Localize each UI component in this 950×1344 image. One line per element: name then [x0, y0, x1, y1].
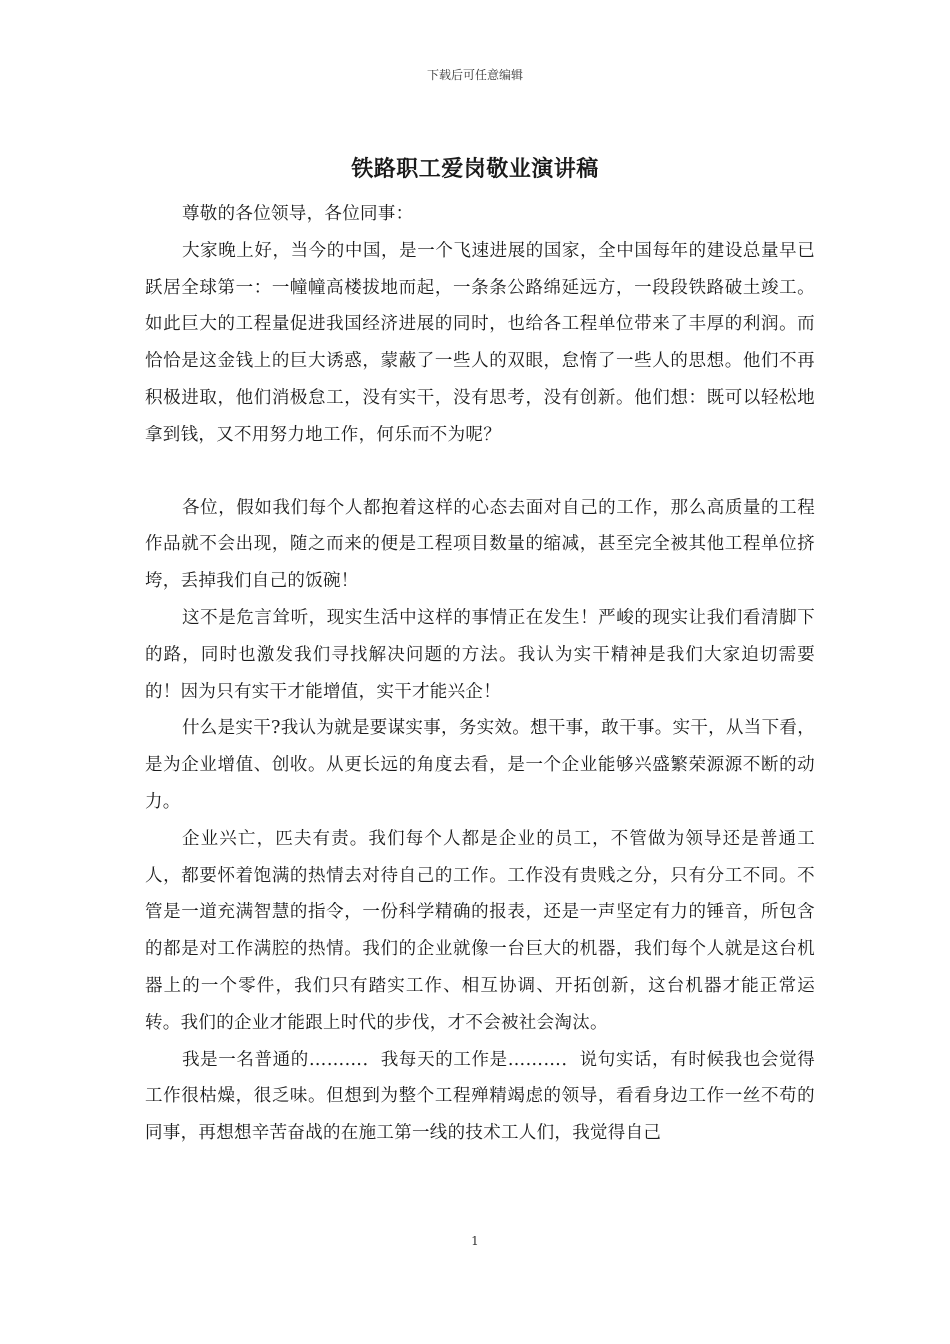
page-number: 1 — [471, 1234, 479, 1248]
paragraph-2: 各位，假如我们每个人都抱着这样的心态去面对自己的工作，那么高质量的工程作品就不会出现，随之而来的便是工程项目数量的缩减，甚至完全被其他工程单位挤垮，丢掉我们自己的饭碗！ — [145, 497, 815, 592]
document-body — [145, 196, 815, 1152]
document-title: 铁路职工爱岗敬业演讲稿 — [351, 156, 599, 182]
paragraph-1: 大家晚上好，当今的中国，是一个飞速进展的国家，全中国每年的建设总量早已跃居全球第一：一幢幢高楼拔地而起，一条条公路绵延远方，一段段铁路破土竣工。如此巨大的工程量促进我国经济进展的同时，也给各工程单位带来了丰厚的利润。而恰恰是这金钱上的巨大诱惑，蒙蔽了一些人的双眼，怠惰了一些人的思想。他们不再积极进取，他们消极怠工，没有实干，没有思考，没有创新。他们想：既可以轻松地拿到钱，又不用努力地工作，何乐而不为呢？ — [145, 240, 815, 445]
paragraph-salutation: 尊敬的各位领导，各位同事： — [182, 204, 414, 224]
paragraph-5: 企业兴亡，匹夫有责。我们每个人都是企业的员工，不管做为领导还是普通工人，都要怀着饱满的热情去对待自己的工作。工作没有贵贱之分，只有分工不同。不管是一道充满智慧的指令，一份科学精确的报表，还是一声坚定有力的锤音，所包含的都是对工作满腔的热情。我们的企业就像一台巨大的机器，我们每个人就是这台机器上的一个零件，我们只有踏实工作、相互协调、开拓创新，这台机器才能正常运转。我们的企业才能跟上时代的步伐，才不会被社会淘汰。 — [145, 828, 815, 1033]
paragraph-6: 我是一名普通的………．我每天的工作是………．说句实话，有时候我也会觉得工作很枯燥，很乏味。但想到为整个工程殚精竭虑的领导，看看身边工作一丝不苟的同事，再想想辛苦奋战的在施工第一线的技术工人们，我觉得自己 — [145, 1049, 815, 1144]
paragraph-3: 这不是危言耸听，现实生活中这样的事情正在发生！严峻的现实让我们看清脚下的路，同时也激发我们寻找解决问题的方法。我认为实干精神是我们大家迫切需要的！因为只有实干才能增值，实干才能兴企！ — [145, 607, 815, 702]
paragraph-4: 什么是实干?我认为就是要谋实事，务实效。想干事，敢干事。实干，从当下看，是为企业增值、创收。从更长远的角度去看，是一个企业能够兴盛繁荣源源不断的动力。 — [145, 718, 815, 812]
page-header-note: 下载后可任意编辑 — [426, 68, 523, 82]
